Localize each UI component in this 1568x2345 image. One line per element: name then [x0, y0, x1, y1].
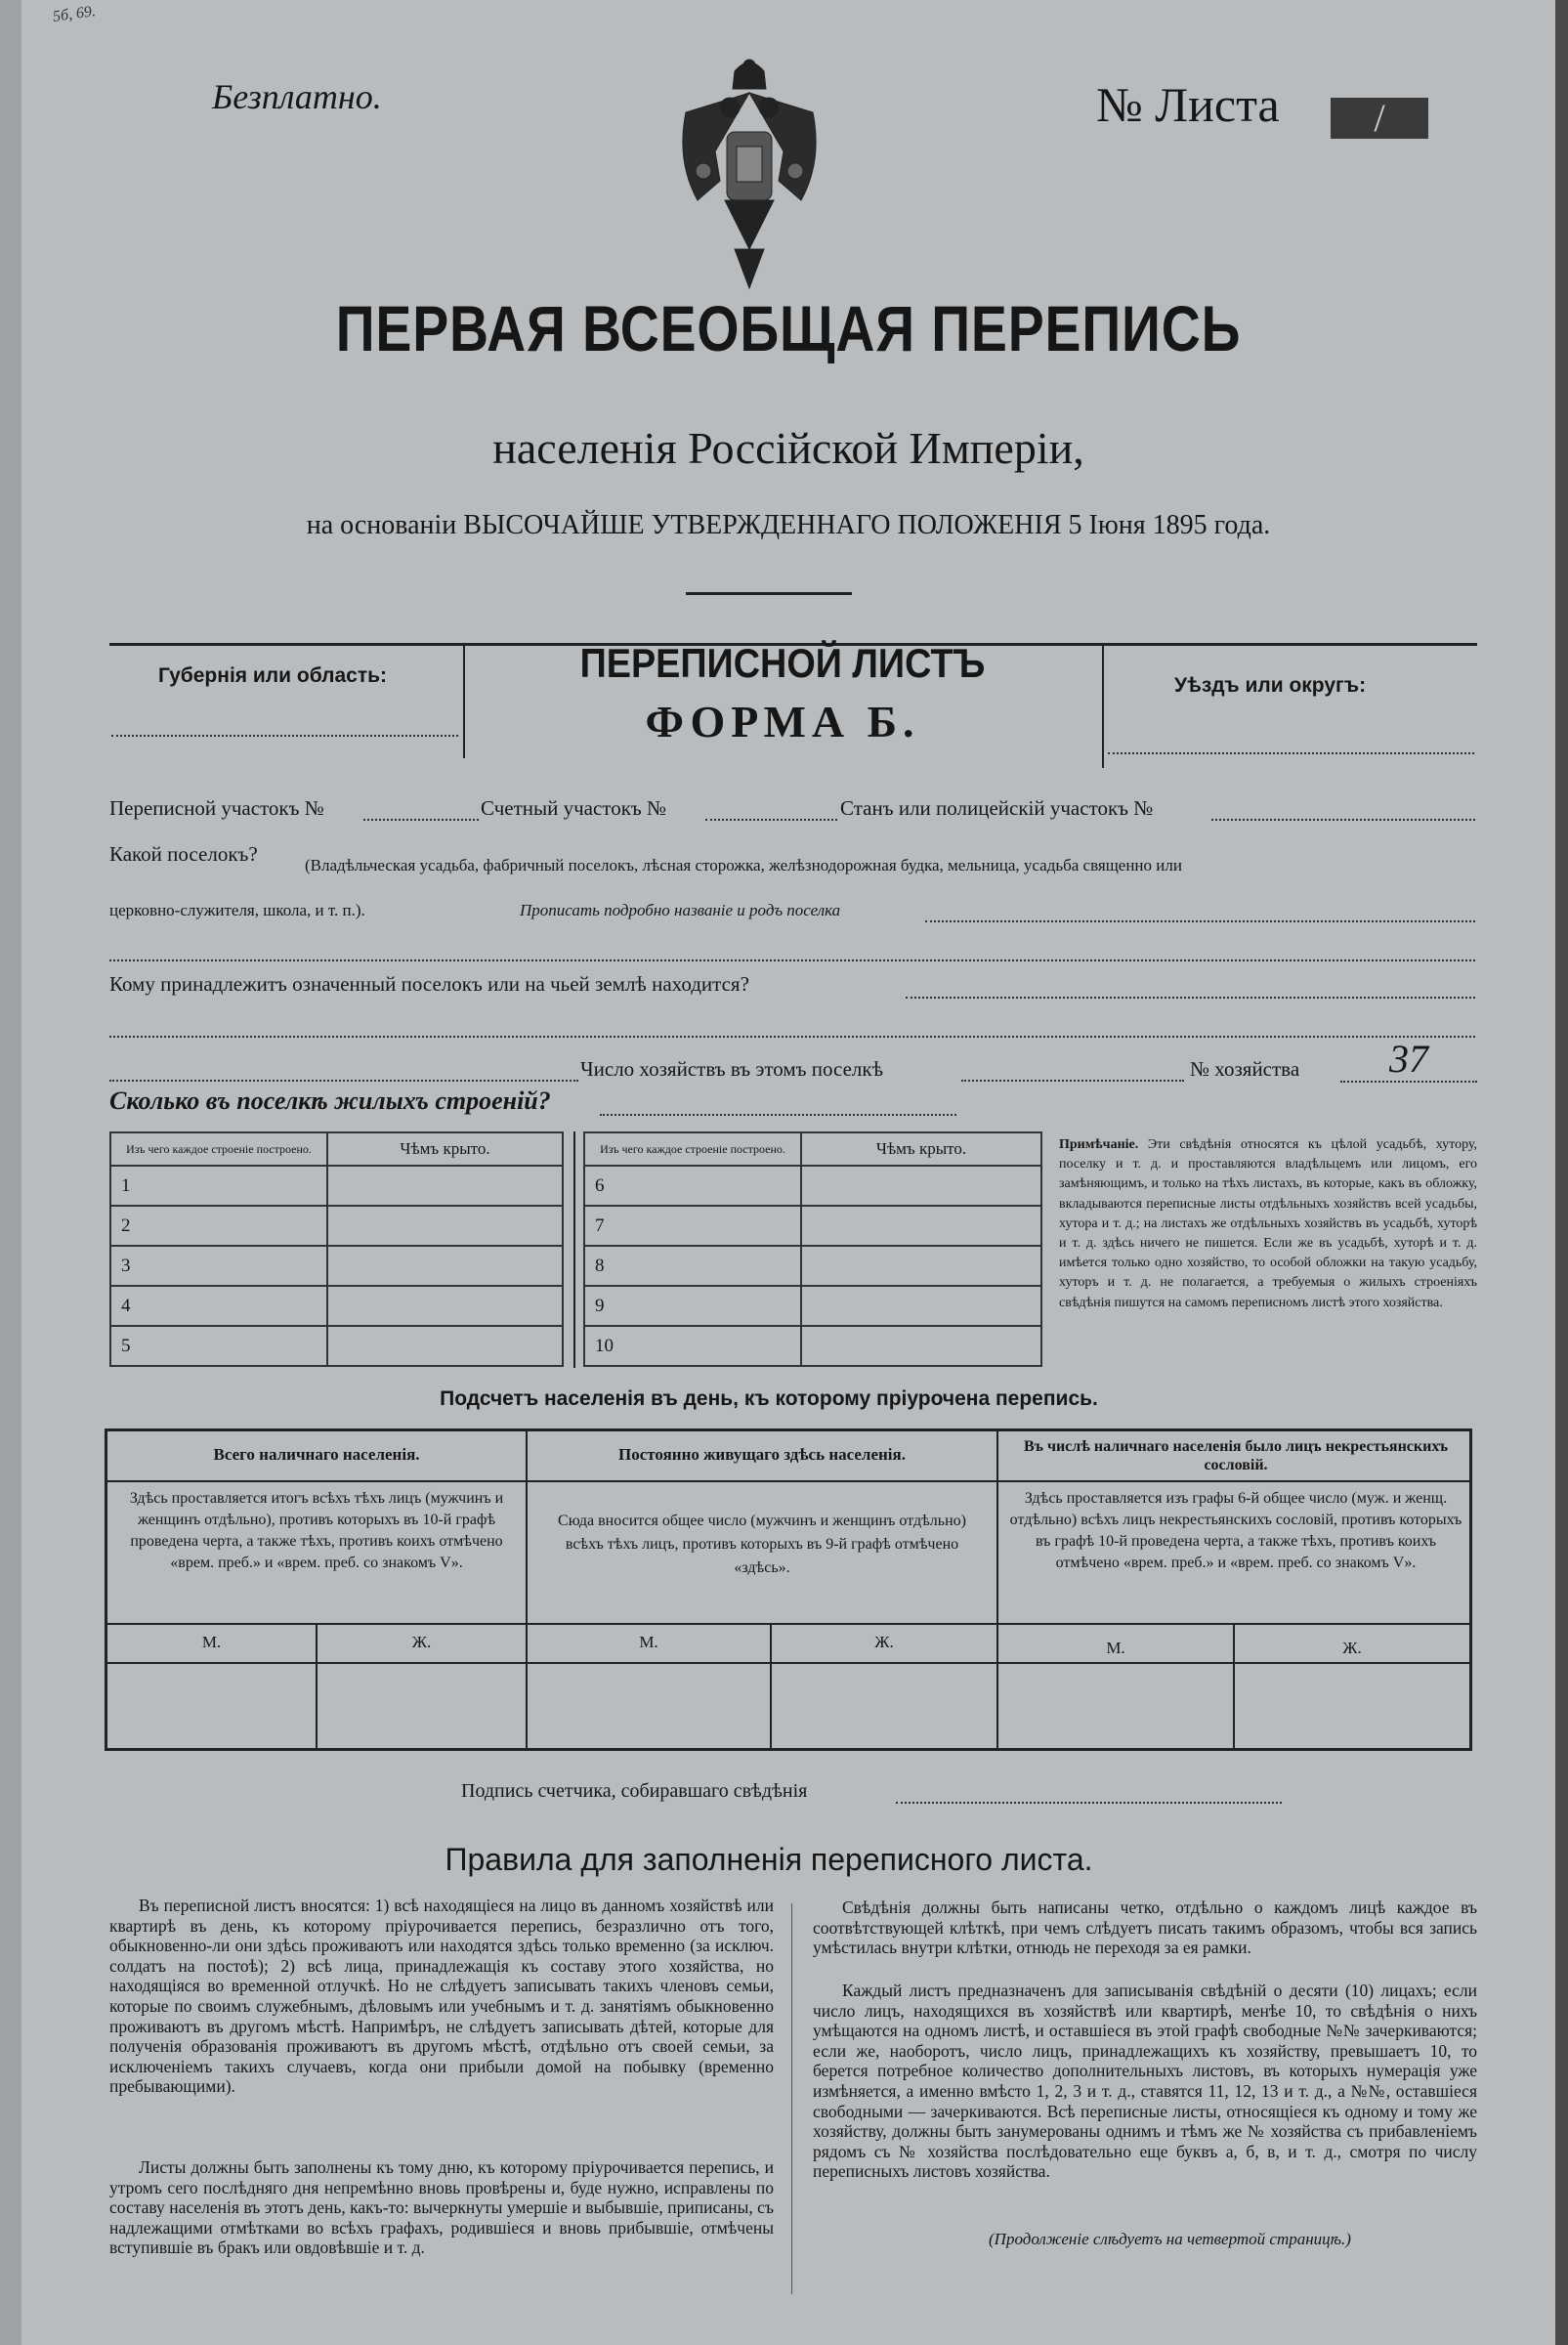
buildings-table-gap-line: [573, 1131, 575, 1368]
census-district-field[interactable]: [363, 819, 479, 821]
col1-male-header: М.: [201, 1633, 222, 1651]
police-district-label: Станъ или полицейскій участокъ №: [840, 796, 1154, 820]
buildings-table-right: [583, 1131, 1042, 1367]
rules-right-para-2: Каждый листъ предназначенъ для записыванія свѣдѣній о десяти (10) лицахъ; если число лицъ, находящихся въ хозяйствѣ или квартирѣ, менѣе 10, то свѣдѣнія о нихъ умѣщаются на одномъ листѣ, и оставшіеся въ этой графѣ свободные №№ зачеркиваются; если же, наоборотъ, число лицъ, принадлежащихъ къ хозяйству, превышаетъ 10, то берется потребное количество дополнительныхъ листовъ, въ которыхъ нумерація уже измѣняется, а именно вмѣсто 1, 2, 3 и т. д., ставятся 11, 12, 13 и т. д., а №№, оставшіеся свободными — зачеркиваются. Всѣ переписные листы, относящіеся къ одному и тому же хозяйству, должны быть занумерованы однимъ и тѣмъ же № хозяйства съ прибавленіемъ рядомъ съ № хозяйства послѣдовательно еще буквъ а, б, в, и т. д., смотря по числу переписныхъ листовъ хозяйства.: [813, 1981, 1477, 2182]
non-peasant-female-cell[interactable]: [1235, 1664, 1469, 1748]
building-row: [584, 1246, 1041, 1286]
non-peasant-male-cell[interactable]: [998, 1664, 1233, 1748]
settlement-field-line-2[interactable]: [109, 959, 1475, 961]
building-row: [110, 1286, 563, 1326]
main-title: ПЕРВАЯ ВСЕОБЩАЯ ПЕРЕПИСЬ: [335, 292, 1242, 364]
col3-female-header: Ж.: [1342, 1639, 1362, 1657]
note-lead: Примѣчаніе.: [1059, 1137, 1139, 1152]
settlement-field[interactable]: [925, 920, 1475, 922]
households-count-label: Число хозяйствъ въ этомъ поселкѣ: [580, 1057, 883, 1081]
province-field[interactable]: [111, 735, 458, 737]
roof-cell[interactable]: [327, 1166, 563, 1206]
left-page-edge: [0, 0, 21, 2345]
rules-column-divider: [791, 1903, 792, 2294]
owner-field[interactable]: [906, 997, 1475, 999]
roof-cell[interactable]: [327, 1286, 563, 1326]
building-number: 4: [110, 1286, 327, 1326]
district-field[interactable]: [1108, 752, 1474, 754]
note-block: [1059, 1135, 1477, 1313]
col2-male-header: М.: [639, 1633, 658, 1651]
building-row: [584, 1286, 1041, 1326]
note-text: Эти свѣдѣнія относятся къ цѣлой усадьбѣ, хутору, поселку и т. д. и проставляются владѣльцемъ или лицомъ, его замѣняющимъ, и только на тѣхъ листахъ, въ которые, какъ въ обложку, вкладываются переписные листы отдѣльныхъ хозяйствъ всей усадьбы, хутора и т. д.; на листахъ же отдѣльныхъ хозяйствъ въ усадьбѣ, хуторѣ и т. д. здѣсь ничего не пишется. Если же въ усадьбѣ, хуторѣ и т. д. имѣется только одно хозяйство, то особой обложки на такую усадьбу, хуторъ и т. д. не полагается, а требуемыя о жилыхъ строеніяхъ свѣдѣнія пишутся на самомъ переписномъ листѣ этого хозяйства.: [1059, 1137, 1478, 1310]
imperial-eagle-emblem: [676, 54, 823, 293]
total-present-desc: Здѣсь проставляется итогъ всѣхъ тѣхъ лицъ (мужчинъ и женщинъ отдѣльно), противъ которыхъ въ 10-й графѣ проведена черта, а также тѣхъ, противъ коихъ отмѣчено «врем. преб.» и «врем. преб. со знакомъ V».: [129, 1490, 504, 1571]
counting-district-label: Счетный участокъ №: [481, 796, 667, 820]
census-district-label: Переписной участокъ №: [109, 796, 324, 820]
rules-left-para-2: Листы должны быть заполнены къ тому дню, къ которому пріурочивается перепись, и утромъ сего послѣдняго дня непремѣнно вновь провѣрены и, буде нужно, исправлены по составу населенія въ этотъ день, какъ-то: вычеркнуты умершіе и выбывшіе, приписаны, съ надлежащими отмѣтками во всѣхъ графахъ, родившіеся и вновь прибывшіе, отмѣчены вступившіе въ бракъ или овдовѣвшіе и т. д.: [109, 2157, 774, 2258]
roof-cell[interactable]: [327, 1326, 563, 1366]
population-title-rule: [107, 1480, 1469, 1482]
households-prefix-line: [109, 1080, 578, 1082]
population-table: [105, 1428, 1472, 1751]
corner-note: 5б, 69.: [51, 3, 97, 25]
enumerator-signature-field[interactable]: [896, 1802, 1282, 1804]
title-divider: [686, 592, 852, 595]
legal-basis: на основаніи ВЫСОЧАЙШЕ УТВЕРЖДЕННАГО ПОЛОЖЕНІЯ 5 Іюня 1895 года.: [306, 510, 1271, 540]
col2-female-header: Ж.: [874, 1633, 894, 1651]
building-number: 5: [110, 1326, 327, 1366]
sheet-number-label: № Листа: [1096, 77, 1280, 132]
building-row: [584, 1326, 1041, 1366]
continued-note: (Продолженіе слѣдуетъ на четвертой страницѣ.): [989, 2230, 1351, 2248]
population-heading: Подсчетъ населенія въ день, къ которому пріурочена перепись.: [440, 1387, 1098, 1410]
owner-field-line-2[interactable]: [109, 1036, 1475, 1038]
permanent-desc: Сюда вносится общее число (мужчинъ и женщинъ отдѣльно) всѣхъ тѣхъ лицъ, противъ которыхъ въ 9-й графѣ отмѣчено «здѣсь».: [558, 1513, 966, 1576]
non-peasant-title: Въ числѣ наличнаго населенія было лицъ некрестьянскихъ сословій.: [1023, 1438, 1449, 1473]
police-district-field[interactable]: [1211, 819, 1475, 821]
rules-right-para-1: Свѣдѣнія должны быть написаны четко, отдѣльно о каждомъ лицѣ каждое въ соотвѣтствующей клѣткѣ, при чемъ слѣдуетъ писать такимъ образомъ, чтобы вся запись умѣстилась внутри клѣтки, отнюдь не переходя за ея рамки.: [813, 1897, 1477, 1958]
sheet-number-field: [1331, 98, 1428, 139]
building-row: [110, 1206, 563, 1246]
roof-cell[interactable]: [801, 1326, 1041, 1366]
roof-column-header: Чѣмъ крыто.: [801, 1132, 1041, 1166]
col1-female-header: Ж.: [411, 1633, 432, 1651]
rules-left-para-1: Въ переписной листъ вносятся: 1) всѣ находящіеся на лицо въ данномъ хозяйствѣ или квартирѣ въ день, къ которому пріурочивается перепись, безразлично отъ того, обыкновенно-ли они здѣсь проживаютъ или находятся здѣсь только временно (за исключ. солдатъ на постоѣ); 2) всѣ лица, принадлежащія къ составу этого хозяйства, но находящіяся во временной отлучкѣ. Но не слѣдуетъ записывать такихъ членовъ семьи, которые по своимъ служебнымъ, дѣловымъ или учебнымъ и т. д. занятіямъ обыкновенно проживаютъ въ другомъ мѣстѣ. Напримѣръ, не слѣдуетъ записывать дѣтей, которые для полученія образованія проживаютъ въ другомъ мѣстѣ, отдѣльно отъ своей семьи, за исключеніемъ такихъ случаевъ, когда они прибыли домой на побывку (временно пребывающими).: [109, 1896, 774, 2097]
settlement-question: Какой поселокъ?: [109, 842, 258, 866]
form-header-right-divider: [1102, 643, 1104, 768]
sheet-title: ПЕРЕПИСНОЙ ЛИСТЪ: [579, 640, 986, 686]
roof-cell[interactable]: [801, 1206, 1041, 1246]
roof-cell[interactable]: [327, 1206, 563, 1246]
total-female-cell[interactable]: [318, 1664, 526, 1748]
roof-cell[interactable]: [801, 1166, 1041, 1206]
permanent-female-cell[interactable]: [772, 1664, 996, 1748]
household-number-value[interactable]: 37: [1340, 1038, 1477, 1083]
form-designation: ФОРМА Б.: [645, 697, 920, 746]
buildings-question: Сколько въ поселкѣ жилыхъ строеній?: [109, 1087, 551, 1115]
rules-heading: Правила для заполненія переписного листа.: [445, 1842, 1093, 1877]
building-row: [110, 1326, 563, 1366]
building-row: [110, 1166, 563, 1206]
roof-cell[interactable]: [801, 1246, 1041, 1286]
census-sheet-page: [21, 0, 1555, 2345]
sheet-number-value: /: [1374, 96, 1385, 140]
non-peasant-desc: Здѣсь проставляется изъ графы 6-й общее число (муж. и женщ. отдѣльно) всѣхъ лицъ некрестьянскихъ сословій, противъ которыхъ въ графѣ 10-й проведена черта, а также тѣхъ, противъ коихъ отмѣчено «врем. преб.» и «врем. преб. со знакомъ V».: [1009, 1490, 1462, 1571]
material-column-header: Изъ чего каждое строеніе построено.: [110, 1132, 327, 1166]
permanent-title: Постоянно живущаго здѣсь населенія.: [618, 1445, 906, 1464]
building-number: 6: [584, 1166, 801, 1206]
material-column-header: Изъ чего каждое строеніе построено.: [584, 1132, 801, 1166]
building-row: [584, 1166, 1041, 1206]
free-label: Безплатно.: [212, 77, 382, 116]
col3-male-header: М.: [1106, 1639, 1125, 1657]
households-count-field[interactable]: [961, 1080, 1184, 1082]
province-label: Губернія или область:: [158, 664, 388, 687]
settlement-hint: (Владѣльческая усадьба, фабричный поселокъ, лѣсная сторожка, желѣзнодорожная будка, мельница, усадьба священно или: [305, 856, 1182, 874]
building-row: [584, 1206, 1041, 1246]
roof-cell[interactable]: [801, 1286, 1041, 1326]
building-number: 1: [110, 1166, 327, 1206]
buildings-table-left: [109, 1131, 564, 1367]
household-number-label: № хозяйства: [1190, 1057, 1300, 1081]
building-row: [110, 1246, 563, 1286]
building-number: 2: [110, 1206, 327, 1246]
roof-cell[interactable]: [327, 1246, 563, 1286]
total-male-cell[interactable]: [107, 1664, 316, 1748]
counting-district-field[interactable]: [705, 819, 837, 821]
building-number: 7: [584, 1206, 801, 1246]
population-desc-rule: [107, 1623, 1469, 1625]
owner-question: Кому принадлежитъ означенный поселокъ или на чьей землѣ находится?: [109, 972, 749, 996]
building-number: 3: [110, 1246, 327, 1286]
total-present-title: Всего наличнаго населенія.: [213, 1445, 420, 1464]
building-number: 9: [584, 1286, 801, 1326]
building-number: 10: [584, 1326, 801, 1366]
settlement-instruction: Прописать подробно названіе и родъ поселка: [520, 901, 841, 919]
permanent-male-cell[interactable]: [528, 1664, 770, 1748]
district-label: Уѣздъ или округъ:: [1174, 674, 1367, 697]
roof-column-header: Чѣмъ крыто.: [327, 1132, 563, 1166]
enumerator-signature-label: Подпись счетчика, собиравшаго свѣдѣнія: [461, 1780, 808, 1802]
settlement-hint-cont: церковно-служителя, школа, и т. п.).: [109, 901, 365, 919]
building-number: 8: [584, 1246, 801, 1286]
subtitle: населенія Россійской Имперіи,: [492, 423, 1084, 473]
buildings-field[interactable]: [600, 1114, 956, 1116]
